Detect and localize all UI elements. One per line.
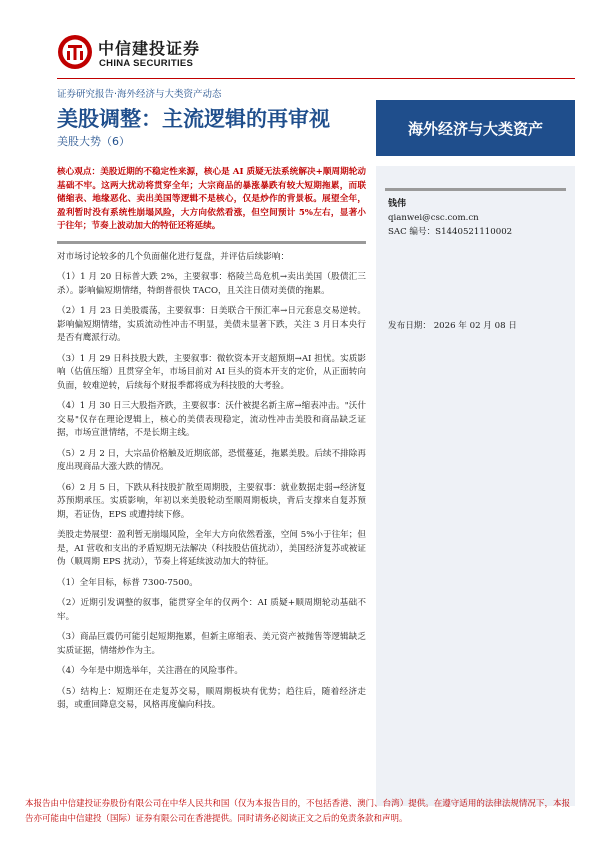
analyst-email[interactable]: qianwei@csc.com.cn bbox=[388, 213, 479, 223]
paragraph-item-4: （4）1 月 30 日三大股指齐跌，主要叙事：沃什被提名新主席→缩表冲击。"沃什交易"仅存在理论逻辑上，核心的美债表现稳定，流动性冲击美股和商品缺乏证据，市场宣泄情绪，不是长期主线。 bbox=[57, 401, 366, 438]
sidebar-panel bbox=[376, 166, 575, 806]
core-viewpoint-text: 美股近期的不稳定性来源，核心是 AI 质疑无法系统解决+顺周期轮动基础不牢。这两大扰动将贯穿全年；大宗商品的暴涨暴跌有较大短期拖累，而联储缩表、地缘恶化、卖出美国等逻辑不是核心，仅是炒作的背景板。展望全年，盈利暂时没有系统性崩塌风险，大方向依然看涨，但空间预计 5%左右，显著小于往年；节奏上波动加大的特征还将延续。 bbox=[57, 167, 366, 231]
main-content bbox=[57, 166, 366, 720]
analyst-sac-number: SAC 编号：S1440521110002 bbox=[388, 227, 513, 237]
company-logo bbox=[57, 34, 217, 74]
sidebar bbox=[376, 166, 575, 806]
analyst-name: 钱伟 bbox=[388, 199, 407, 209]
section-divider bbox=[57, 241, 366, 244]
paragraph-intro: 对市场讨论较多的几个负面催化进行复盘，并评估后续影响： bbox=[57, 251, 290, 262]
breadcrumb: 证券研究报告·海外经济与大类资产动态 bbox=[57, 89, 222, 100]
paragraph-outlook-4: （4）今年是中期选举年，关注潜在的风险事件。 bbox=[57, 666, 243, 676]
paragraph-outlook-1: （1）全年目标，标普 7300-7500。 bbox=[57, 577, 198, 588]
paragraph-outlook-3: （3）商品巨震仍可能引起短期拖累，但新主席缩表、美元资产被抛售等逻辑缺乏实质证据，情绪炒作为主。 bbox=[57, 632, 366, 656]
paragraph-item-5: （5）2 月 2 日，大宗品价格触及近期底部，恐慌蔓延，拖累美股。后续不排除再度出现商品大涨大跌的情况。 bbox=[57, 448, 366, 472]
footer-disclaimer: 本报告由中信建投证券股份有限公司在中华人民共和国（仅为本报告目的，不包括香港、澳门、台湾）提供。在遵守适用的法律法规情况下，本报告亦可能由中信建投（国际）证券有限公司在香港提供。同时请务必阅读正文之后的免责条款和声明。 bbox=[25, 799, 570, 824]
page-title: 美股调整：主流逻辑的再审视 bbox=[57, 107, 330, 131]
logo-english-name: CHINA SECURITIES bbox=[99, 58, 194, 69]
paragraph-item-2: （2）1 月 23 日美股震荡，主要叙事：日美联合干预汇率→日元套息交易逆转。影响偏短期情绪，实质流动性冲击不明显，美债未显著下跌，关注 3 月日本央行是否有鹰派行动。 bbox=[57, 306, 366, 343]
core-viewpoint-label: 核心观点： bbox=[57, 167, 101, 177]
paragraph-outlook-5: （5）结构上：短期还在走复苏交易，顺周期板块有优势；趋往后，随着经济走弱，或重回降息交易，风格再度偏向科技。 bbox=[57, 686, 366, 710]
sidebar-divider bbox=[385, 188, 566, 191]
category-banner: 海外经济与大类资产 bbox=[376, 100, 575, 156]
csc-logo-icon bbox=[57, 34, 93, 70]
paragraph-item-6: （6）2 月 5 日，下跌从科技股扩散至周期股，主要叙事：就业数据走弱→经济复苏预期承压。实质影响，年初以来美股轮动至顺周期板块，背后支撑来自复苏预期，若证伪，EPS 或遭持续下修。 bbox=[57, 482, 366, 520]
paragraph-item-3: （3）1 月 29 日科技股大跌，主要叙事：微软资本开支超预期→AI 担忧。实质影响（估值压缩）且贯穿全年，市场目前对 AI 巨头的资本开支的定价，从正面转向负面，较难逆转，后续每个财报季都将成为科技股的大考验。 bbox=[57, 353, 366, 391]
publish-date: 发布日期： 2026 年 02 月 08 日 bbox=[388, 321, 517, 331]
paragraph-outlook: 美股走势展望：盈利暂无崩塌风险，全年大方向依然看涨，空间 5%小于往年；但是，AI 营收和支出的矛盾短期无法解决（科技股估值扰动），美国经济复苏或被证伪（顺周期 EPS 扰动），节奏上将延续波动加大的特征。 bbox=[57, 530, 366, 567]
paragraph-item-1: （1）1 月 20 日标普大跌 2%，主要叙事：格陵兰岛危机→卖出美国（股债汇三杀）。影响偏短期情绪，特朗普很快 TACO，且关注日债对美债的拖累。 bbox=[57, 272, 366, 296]
logo-chinese-name: 中信建投证券 bbox=[98, 39, 201, 58]
paragraph-outlook-2: （2）近期引发调整的叙事，能贯穿全年的仅两个：AI 质疑+顺周期轮动基础不牢。 bbox=[57, 598, 366, 622]
core-viewpoint bbox=[57, 166, 366, 234]
page-subtitle: 美股大势（6） bbox=[57, 135, 130, 148]
header-divider bbox=[57, 78, 575, 79]
